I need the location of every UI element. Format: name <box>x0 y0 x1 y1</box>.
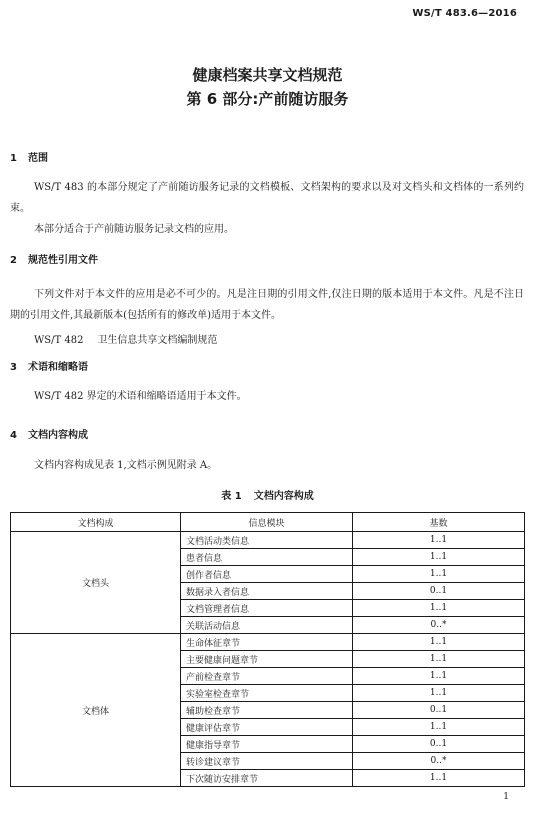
section-1-paragraph-1: WS/T 483 的本部分规定了产前随访服务记录的文档模板、文档架构的要求以及对文档头和文档体的一系列约束。 <box>10 182 524 214</box>
cardinality-cell: 0..1 <box>353 702 525 719</box>
section-title: 范围 <box>28 153 48 164</box>
header-cell: 基数 <box>353 513 525 532</box>
cardinality-cell: 0..1 <box>353 583 525 600</box>
cardinality-cell: 1..1 <box>353 770 525 787</box>
header-cell: 文档构成 <box>11 513 181 532</box>
module-cell: 创作者信息 <box>181 566 353 583</box>
content-structure-table <box>10 512 525 787</box>
module-cell: 健康指导章节 <box>181 736 353 753</box>
module-cell: 辅助检查章节 <box>181 702 353 719</box>
section-number: 4 <box>10 430 17 441</box>
module-cell: 健康评估章节 <box>181 719 353 736</box>
cardinality-cell: 1..1 <box>353 566 525 583</box>
page-number: 1 <box>503 792 509 802</box>
cardinality-cell: 1..1 <box>353 668 525 685</box>
module-cell: 产前检查章节 <box>181 668 353 685</box>
cardinality-cell: 1..1 <box>353 651 525 668</box>
section-3-paragraph-1: WS/T 482 界定的术语和缩略语适用于本文件。 <box>34 391 247 402</box>
section-2-paragraph-1: 下列文件对于本文件的应用是必不可少的。凡是注日期的引用文件,仅注日期的版本适用于本文件。凡是不注日期的引用文件,其最新版本(包括所有的修改单)适用于本文件。 <box>10 289 524 321</box>
module-cell: 转诊建议章节 <box>181 753 353 770</box>
header-cell: 信息模块 <box>181 513 353 532</box>
section-title: 文档内容构成 <box>28 430 88 441</box>
module-cell: 文档管理者信息 <box>181 600 353 617</box>
section-title: 术语和缩略语 <box>28 362 88 373</box>
section-3-heading <box>10 358 88 373</box>
module-cell: 实验室检查章节 <box>181 685 353 702</box>
module-cell: 文档活动类信息 <box>181 532 353 549</box>
cardinality-cell: 1..1 <box>353 549 525 566</box>
module-cell: 数据录入者信息 <box>181 583 353 600</box>
section-4-paragraph-1: 文档内容构成见表 1,文档示例见附录 A。 <box>34 460 218 471</box>
group-cell: 文档头 <box>11 532 181 634</box>
table-caption-text: 文档内容构成 <box>253 491 314 502</box>
cardinality-cell: 0..1 <box>353 736 525 753</box>
section-4-heading <box>10 426 88 441</box>
section-1-paragraph-2: 本部分适合于产前随访服务记录文档的应用。 <box>34 224 234 235</box>
document-subtitle: 第 6 部分:产前随访服务 <box>186 90 349 108</box>
reference-title: 卫生信息共享文档编制规范 <box>97 335 218 346</box>
table-header-row <box>11 513 525 532</box>
section-number: 3 <box>10 362 17 373</box>
module-cell: 患者信息 <box>181 549 353 566</box>
section-1-heading <box>10 149 48 164</box>
module-cell: 生命体征章节 <box>181 634 353 651</box>
cardinality-cell: 1..1 <box>353 532 525 549</box>
table-caption <box>0 487 535 502</box>
section-title: 规范性引用文件 <box>28 255 98 266</box>
section-2-heading <box>10 251 98 266</box>
standard-code: WS/T 483.6—2016 <box>412 8 517 19</box>
normative-reference <box>34 331 217 346</box>
module-cell: 主要健康问题章节 <box>181 651 353 668</box>
cardinality-cell: 0..* <box>353 753 525 770</box>
module-cell: 下次随访安排章节 <box>181 770 353 787</box>
module-cell: 关联活动信息 <box>181 617 353 634</box>
group-cell: 文档体 <box>11 634 181 787</box>
section-number: 2 <box>10 255 17 266</box>
cardinality-cell: 0..* <box>353 617 525 634</box>
cardinality-cell: 1..1 <box>353 634 525 651</box>
cardinality-cell: 1..1 <box>353 600 525 617</box>
section-number: 1 <box>10 153 17 164</box>
document-title: 健康档案共享文档规范 <box>192 66 343 84</box>
table-number: 表 1 <box>221 491 242 502</box>
table-row <box>11 634 525 651</box>
reference-code: WS/T 482 <box>34 335 84 346</box>
cardinality-cell: 1..1 <box>353 719 525 736</box>
table-row <box>11 532 525 549</box>
cardinality-cell: 1..1 <box>353 685 525 702</box>
